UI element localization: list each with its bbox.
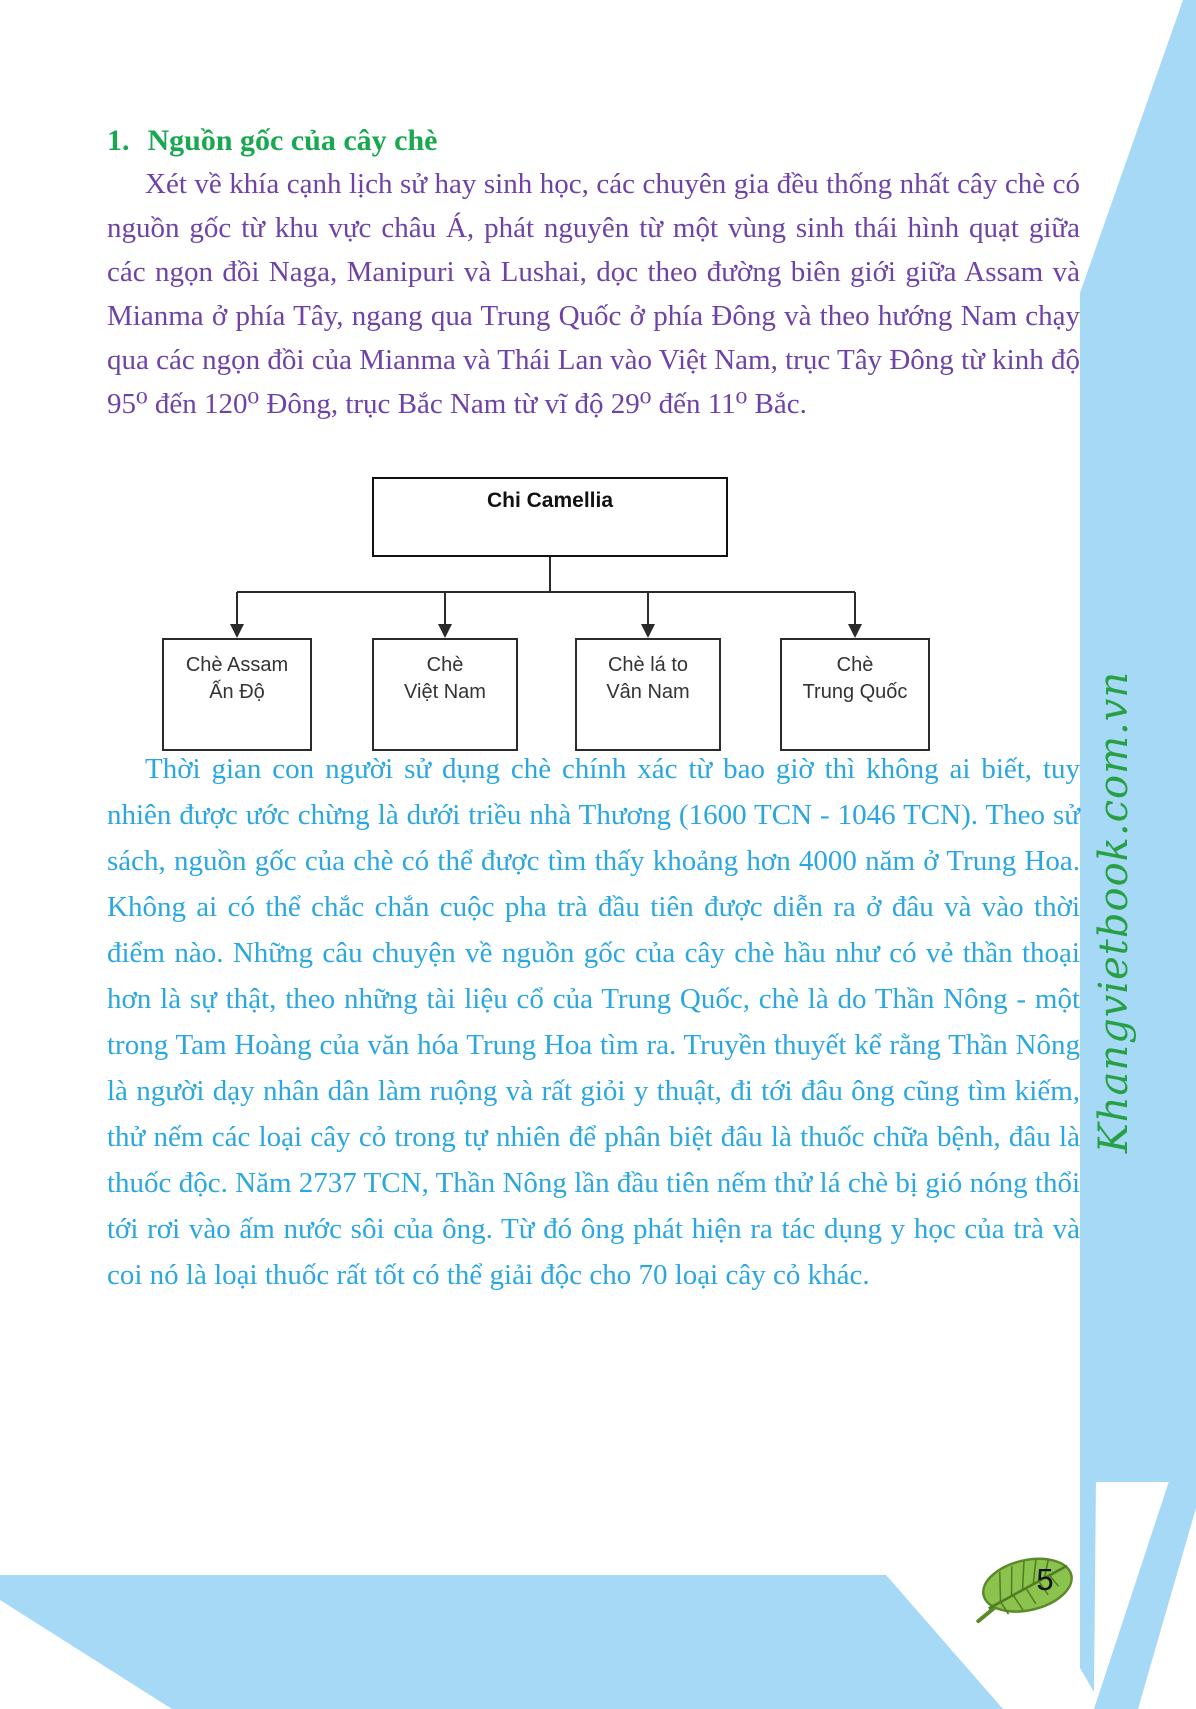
- diagram-box-che-trung-quoc: [780, 638, 930, 751]
- diagram-box-line1: Chè Assam: [185, 654, 289, 676]
- section-number: 1.: [107, 124, 130, 157]
- diagram-box-line2: Trung Quốc: [802, 681, 908, 703]
- diagram-box-che-viet-nam: [372, 638, 518, 751]
- diagram-box-line2: Vân Nam: [606, 681, 690, 703]
- arrow-down-icon: [848, 624, 862, 638]
- section-heading: [107, 124, 437, 158]
- diagram-box-line1: Chè: [836, 654, 874, 676]
- page-number: 5: [1036, 1562, 1054, 1597]
- diagram-box-line2: Ấn Độ: [209, 681, 265, 703]
- diagram-box-line1: Chè: [426, 654, 464, 676]
- arrow-down-icon: [230, 624, 244, 638]
- diagram-box-line1: Chè lá to: [607, 654, 689, 676]
- arrow-down-icon: [641, 624, 655, 638]
- diagram-box-che-la-to: [575, 638, 721, 751]
- arrow-down-icon: [438, 624, 452, 638]
- paragraph-origin-geography: Xét về khía cạnh lịch sử hay sinh học, các chuyên gia đều thống nhất cây chè có nguồn gốc từ khu vực châu Á, phát nguyên từ một vùng sinh thái hình quạt giữa các ngọn đồi Naga, Manipuri và Lushai, dọc theo đường biên giới giữa Assam và Mianma ở phía Tây, ngang qua Trung Quốc ở phía Đông và theo hướng Nam chạy qua các ngọn đồi của Mianma và Thái Lan vào Việt Nam, trục Tây Đông từ kinh độ 95⁰ đến 120⁰ Đông, trục Bắc Nam từ vĩ độ 29⁰ đến 11⁰ Bắc.: [107, 168, 1080, 420]
- paragraph-tea-history: Thời gian con người sử dụng chè chính xác từ bao giờ thì không ai biết, tuy nhiên được ước chừng là dưới triều nhà Thương (1600 TCN - 1046 TCN). Theo sử sách, nguồn gốc của chè có thể được tìm thấy khoảng hơn 4000 năm ở Trung Hoa. Không ai có thể chắc chắn cuộc pha trà đầu tiên được diễn ra ở đâu và vào thời điểm nào. Những câu chuyện về nguồn gốc của cây chè hầu như có vẻ thần thoại hơn là sự thật, theo những tài liệu cổ của Trung Quốc, chè là do Thần Nông - một trong Tam Hoàng của văn hóa Trung Hoa tìm ra. Truyền thuyết kể rằng Thần Nông là người dạy nhân dân làm ruộng và rất giỏi y thuật, đi tới đâu ông cũng tìm kiếm, thử nếm các loại cây cỏ trong tự nhiên để phân biệt đâu là thuốc chữa bệnh, đâu là thuốc độc. Năm 2737 TCN, Thần Nông lần đầu tiên nếm thử lá chè bị gió nóng thổi tới rơi vào ấm nước sôi của ông. Từ đó ông phát hiện ra tác dụng y học của trà và coi nó là loại thuốc rất tốt có thể giải độc cho 70 loại cây cỏ khác.: [107, 753, 1080, 1291]
- leaf-icon: [970, 1548, 1078, 1628]
- diagram-root-label: Chi Camellia: [486, 489, 614, 512]
- diagram-root-box: [372, 477, 728, 557]
- watermark-text: Khangvietbook.com.vn: [1091, 670, 1137, 1154]
- diagram-box-che-assam: [162, 638, 312, 751]
- section-title: Nguồn gốc của cây chè: [147, 124, 438, 157]
- diagram-box-line2: Việt Nam: [404, 681, 486, 703]
